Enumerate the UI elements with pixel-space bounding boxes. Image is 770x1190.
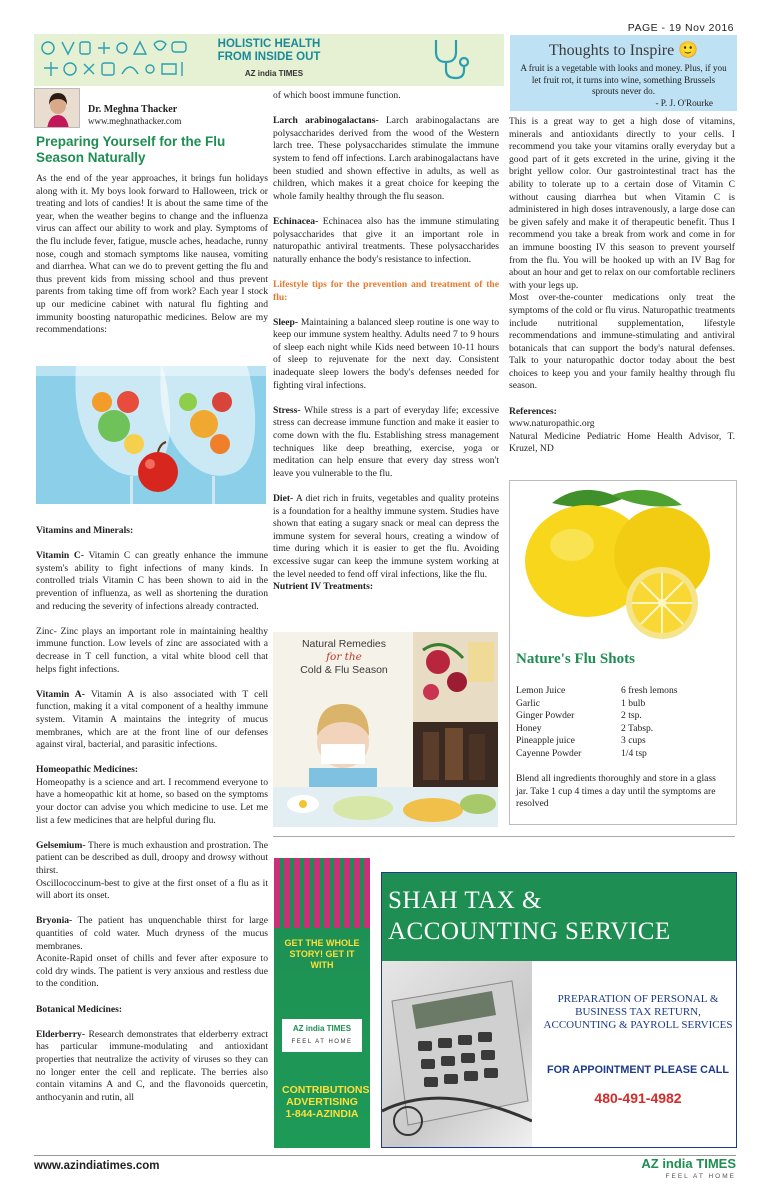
side-ad-content	[282, 938, 370, 1121]
vitamin-c-paragraph	[36, 550, 268, 613]
tax-ad-appointment: FOR APPOINTMENT PLEASE CALL	[547, 1064, 729, 1076]
side-ad-brand-name: AZ india TIMES	[292, 1024, 352, 1033]
echinacea-label: Echinacea-	[273, 215, 319, 227]
quote-author: - P. J. O'Rourke	[655, 97, 713, 108]
remedies-caption-line2: for the	[326, 651, 362, 663]
smiley-icon: 🙂	[678, 42, 699, 59]
lifestyle-heading-text: Lifestyle tips for the prevention and treatment of the flu:	[273, 278, 499, 303]
author-photo	[34, 88, 80, 128]
vitamins-heading-text: Vitamins and Minerals:	[36, 525, 134, 536]
author-name: Dr. Meghna Thacker	[88, 104, 178, 115]
elderberry-paragraph	[36, 1029, 268, 1105]
vitamin-a-text: Vitamin A is also associated with T cell function, making it a vital component of a healthy immune system. Vitamin A maintains the integrity of mucus membranes, which are at the front line of our defenses against viral, bacterial, and parasitic infections.	[36, 688, 268, 751]
amount-cell: 2 tsp.	[621, 710, 642, 722]
table-row	[516, 698, 678, 711]
larch-paragraph	[273, 115, 499, 203]
footer-divider	[34, 1155, 736, 1156]
reference-2: Natural Medicine Pediatric Home Health Advisor, T. Kruzel, ND	[509, 430, 735, 455]
ingredient-cell: Honey	[516, 722, 542, 734]
homeopathic-heading-text: Homeopathic Medicines:	[36, 764, 139, 776]
gelsemium-paragraph	[36, 840, 268, 878]
iv-paragraph: This is a great way to get a high dose of vitamins, minerals and antioxidants directly to your cells. I recommend you take your vitamins orally everyday but a good part of it gets excreted in the urine, giving it the bright yellow color. Our gastrointestinal tract has the ability to tolerate up to a certain dose of Vitamin C without causing diarrhea but when Vitamin C is administered in high doses intravenously, a large dose can be given safely and make it of therapeutic benefit. Thus I recommend you take a break from work and come in for an immune boosting IV this season to prevent yourself from the flu. You will be hooked up with an IV Bag for about an hour and get to relax on our comfortable recliners with your legs up.	[509, 116, 735, 291]
oscillococcinum-paragraph: Oscillococcinum-best to give at the first onset of a flu as it will abort its onset.	[36, 877, 268, 902]
remedies-caption	[279, 638, 409, 677]
health-doodles-icon	[38, 38, 193, 82]
ingredient-cell: Pineapple juice	[516, 735, 575, 747]
tax-ad-title-line2: ACCOUNTING SERVICE	[388, 918, 671, 945]
section-banner	[34, 34, 504, 86]
vitamin-c-text: Vitamin C can greatly enhance the immune system's ability to fight infections of many kinds. In controlled trials Vitamin C has been shown to aid in the prevention of influenza, as well as shortening the duration and reducing the severity of infections already contracted.	[36, 550, 268, 612]
iv-heading-text: Nutrient IV Treatments:	[273, 581, 374, 593]
tax-ad-title	[382, 873, 736, 961]
references-heading	[509, 406, 735, 419]
iv-fruit-image	[36, 366, 266, 504]
section-divider	[273, 836, 735, 837]
stress-paragraph	[273, 405, 499, 481]
stethoscope-icon	[426, 36, 474, 84]
ingredient-cell: Cayenne Powder	[516, 747, 582, 759]
vitamins-heading	[36, 525, 268, 538]
vitamin-a-label: Vitamin A-	[36, 688, 85, 700]
lemon-image	[512, 483, 734, 643]
iv-heading	[273, 581, 499, 594]
quote-box	[510, 35, 737, 111]
otc-paragraph: Most over-the-counter medications only treat the symptoms of the cold or flu virus. Naturopathic treatments include nutritional supplementation, lifestyle recommendations and immune-stimulating and antiviral botanicals that can support the body's natural defenses. Talk to your naturopathic doctor today about the best choices to keep you and your family healthy through flu season.	[509, 292, 735, 392]
stress-text: While stress is a part of everyday life; excessive stress can decrease immune function and make it easier to come down with the flu. Establishing stress management techniques like deep breathing, exercise, yoga or meditation can help ensure that every day stress won't leave you vulnerable to the flu.	[273, 404, 499, 479]
intro-paragraph: As the end of the year approaches, it brings fun holidays along with it. My boys look forward to Halloween, trick or treating and lots of candies! It is about the same time of the year, when the weather begins to change and the influenza virus can affect our ability to work and play. Symptoms of the flu include fever, fatigue, muscle aches, headache, runny nose, cough and stomach symptoms like nausea, vomiting and diarrhea. What can we do to prevent getting the flu and thus prevent kids from missing school and thus prevent parents from taking time off from work? Each year I stock up our medicine cabinet with natural flu fighting and immunity boosting naturopathic medicines. Below are my recommendations:	[36, 173, 268, 336]
elderberry-label: Elderberry-	[36, 1028, 86, 1040]
amount-cell: 2 Tabsp.	[621, 722, 654, 734]
article-headline: Preparing Yourself for the Flu Season Naturally	[36, 134, 226, 165]
ingredient-cell: Ginger Powder	[516, 710, 575, 722]
remedies-caption-line1: Natural Remedies	[301, 638, 387, 650]
flu-shots-title: Nature's Flu Shots	[516, 651, 635, 667]
column-1-intro	[36, 173, 268, 349]
side-advertisement[interactable]	[274, 858, 370, 1148]
diet-text: A diet rich in fruits, vegetables and quality proteins is a foundation for a healthy immune system. Studies have shown that eating a sugary snack or meal can depress the immune system for several hours, creating a window of time during which it is easier to get the flu. Avoiding excessive sugar can keep the immune system working at the level needed to fend off viral infections, like the flu.	[273, 493, 499, 580]
diet-paragraph	[273, 493, 499, 581]
banner-brand: AZ india TIMES	[244, 69, 304, 78]
flu-shots-instructions: Blend all ingredients thoroughly and store in a glass jar. Take 1 cup 4 times a day until the symptoms are resolved	[516, 773, 716, 810]
column-2-body	[273, 90, 499, 594]
elderberry-continued: of which boost immune function.	[273, 90, 401, 101]
table-row	[516, 723, 678, 736]
amount-cell: 3 cups	[621, 735, 646, 747]
quote-title-text: Thoughts to Inspire	[548, 42, 675, 59]
aconite-paragraph: Aconite-Rapid onset of chills and fever after exposure to cold dry winds. The patient is very anxious and restless due to the condition.	[36, 953, 268, 990]
side-ad-brand	[282, 1019, 362, 1052]
table-row	[516, 685, 678, 698]
diet-label: Diet-	[273, 493, 294, 504]
ad-stripe-pattern	[274, 858, 370, 928]
sleep-label: Sleep-	[273, 316, 299, 328]
botanical-heading	[36, 1004, 268, 1017]
homeopathic-heading	[36, 764, 268, 777]
author-site-link[interactable]: www.meghnathacker.com	[88, 116, 182, 126]
reference-1[interactable]: www.naturopathic.org	[509, 418, 595, 430]
column-1-body	[36, 525, 268, 1117]
tax-ad-services: PREPARATION OF PERSONAL & BUSINESS TAX RETURN, ACCOUNTING & PAYROLL SERVICES	[543, 993, 733, 1031]
calculator-image	[382, 961, 532, 1148]
side-ad-headline: GET THE WHOLE STORY! GET IT WITH	[284, 938, 360, 970]
echinacea-text: Echinacea also has the immune stimulating polysaccharides that give it an important role in naturopathic antiviral treatments. These polysaccharides naturally enhance the body's resistance to infection.	[273, 215, 499, 265]
flu-shots-table	[516, 685, 678, 761]
bryonia-label: Bryonia-	[36, 915, 73, 927]
quote-text: A fruit is a vegetable with looks and money. Plus, if you let fruit rot, it turns into wine, something Brussels sprouts never do.	[520, 63, 727, 96]
stress-label: Stress-	[273, 404, 301, 416]
tax-ad-title-line1: SHAH TAX &	[388, 887, 542, 914]
elderberry-text: Research demonstrates that elderberry extract has particular immune-modulating and antioxidant properties that neutralize the activity of viruses so they can no longer enter the cell and replicate. The berries also contain vitamins A and C, and the flavonoids quercetin, anthocyanin and rutin, all	[36, 1028, 268, 1103]
flu-shots-box	[509, 480, 737, 825]
larch-text: Larch arabinogalactans are polysaccharides derived from the wood of the Western larch tree. These polysaccharides stimulate the immune system to fend off infections. Larch arabinogalactans have been studied and shown effective in adults, as well as children, which makes it a great choice for keeping the whole family healthy through the flu season.	[273, 115, 499, 202]
homeopathic-paragraph: Homeopathy is a science and art. I recommend everyone to have a homeopathic kit at home, so based on the symptoms your doctor can advise you which medicine to use. Let me list a few medicines that are helpful during flu.	[36, 776, 268, 826]
amount-cell: 6 fresh lemons	[621, 685, 678, 696]
vitamin-a-paragraph	[36, 689, 268, 752]
ingredient-cell: Lemon Juice	[516, 685, 566, 696]
references-heading-text: References:	[509, 405, 557, 417]
botanical-heading-text: Botanical Medicines:	[36, 1003, 123, 1015]
table-row	[516, 710, 678, 723]
banner-title-line2: FROM INSIDE OUT	[217, 51, 321, 63]
remedies-caption-line3: Cold & Flu Season	[300, 664, 388, 676]
footer-url-link[interactable]: www.azindiatimes.com	[34, 1160, 160, 1172]
zinc-paragraph: Zinc- Zinc plays an important role in maintaining healthy immune function. Low levels of zinc are associated with a decrease in T cell function, a vital white blood cell that helps fight infections.	[36, 625, 268, 675]
bryonia-text: The patient has unquenchable thirst for large quantities of cold water. Much dryness of the mucus membranes.	[36, 915, 268, 952]
ingredient-cell: Garlic	[516, 697, 540, 709]
tax-advertisement[interactable]	[381, 872, 737, 1148]
tax-ad-phone[interactable]: 480-491-4982	[594, 1090, 682, 1106]
bryonia-paragraph	[36, 915, 268, 953]
amount-cell: 1 bulb	[621, 697, 646, 709]
footer-logo-name: AZ india TIMES	[641, 1156, 736, 1171]
column-3-body	[509, 116, 735, 456]
table-row	[516, 748, 678, 761]
page-number: PAGE - 19 Nov 2016	[627, 22, 734, 34]
amount-cell: 1/4 tsp	[621, 747, 647, 759]
echinacea-paragraph	[273, 216, 499, 266]
natural-remedies-image	[273, 632, 498, 827]
footer-logo	[600, 1158, 736, 1184]
lifestyle-heading	[273, 279, 499, 304]
sleep-text: Maintaining a balanced sleep routine is one way to keep our immune system healthy. Adults need 7 to 9 hours of sleep each night while Kids need between 10-11 hours of sleep to rejuvenate for the next day. Consistent inadequate sleep lowers the body's defenses needed for fighting viral infections.	[273, 316, 499, 391]
table-row	[516, 735, 678, 748]
banner-title-line1: HOLISTIC HEALTH	[217, 38, 321, 50]
vitamin-c-label: Vitamin C-	[36, 550, 84, 562]
banner-title	[199, 38, 339, 64]
author-block	[34, 88, 270, 128]
sleep-paragraph	[273, 317, 499, 393]
side-ad-contact: CONTRIBUTIONS ADVERTISING 1-844-AZINDIA	[282, 1084, 370, 1121]
larch-label: Larch arabinogalactans-	[273, 115, 379, 127]
gelsemium-text: There is much exhaustion and prostration. The patient can be described as dull, droopy and drowsy without thirst.	[36, 839, 268, 877]
quote-title	[510, 42, 737, 60]
footer-logo-tagline: FEEL AT HOME	[665, 1172, 736, 1180]
gelsemium-label: Gelsemium-	[36, 839, 86, 851]
side-ad-brand-tagline: FEEL AT HOME	[291, 1038, 353, 1045]
